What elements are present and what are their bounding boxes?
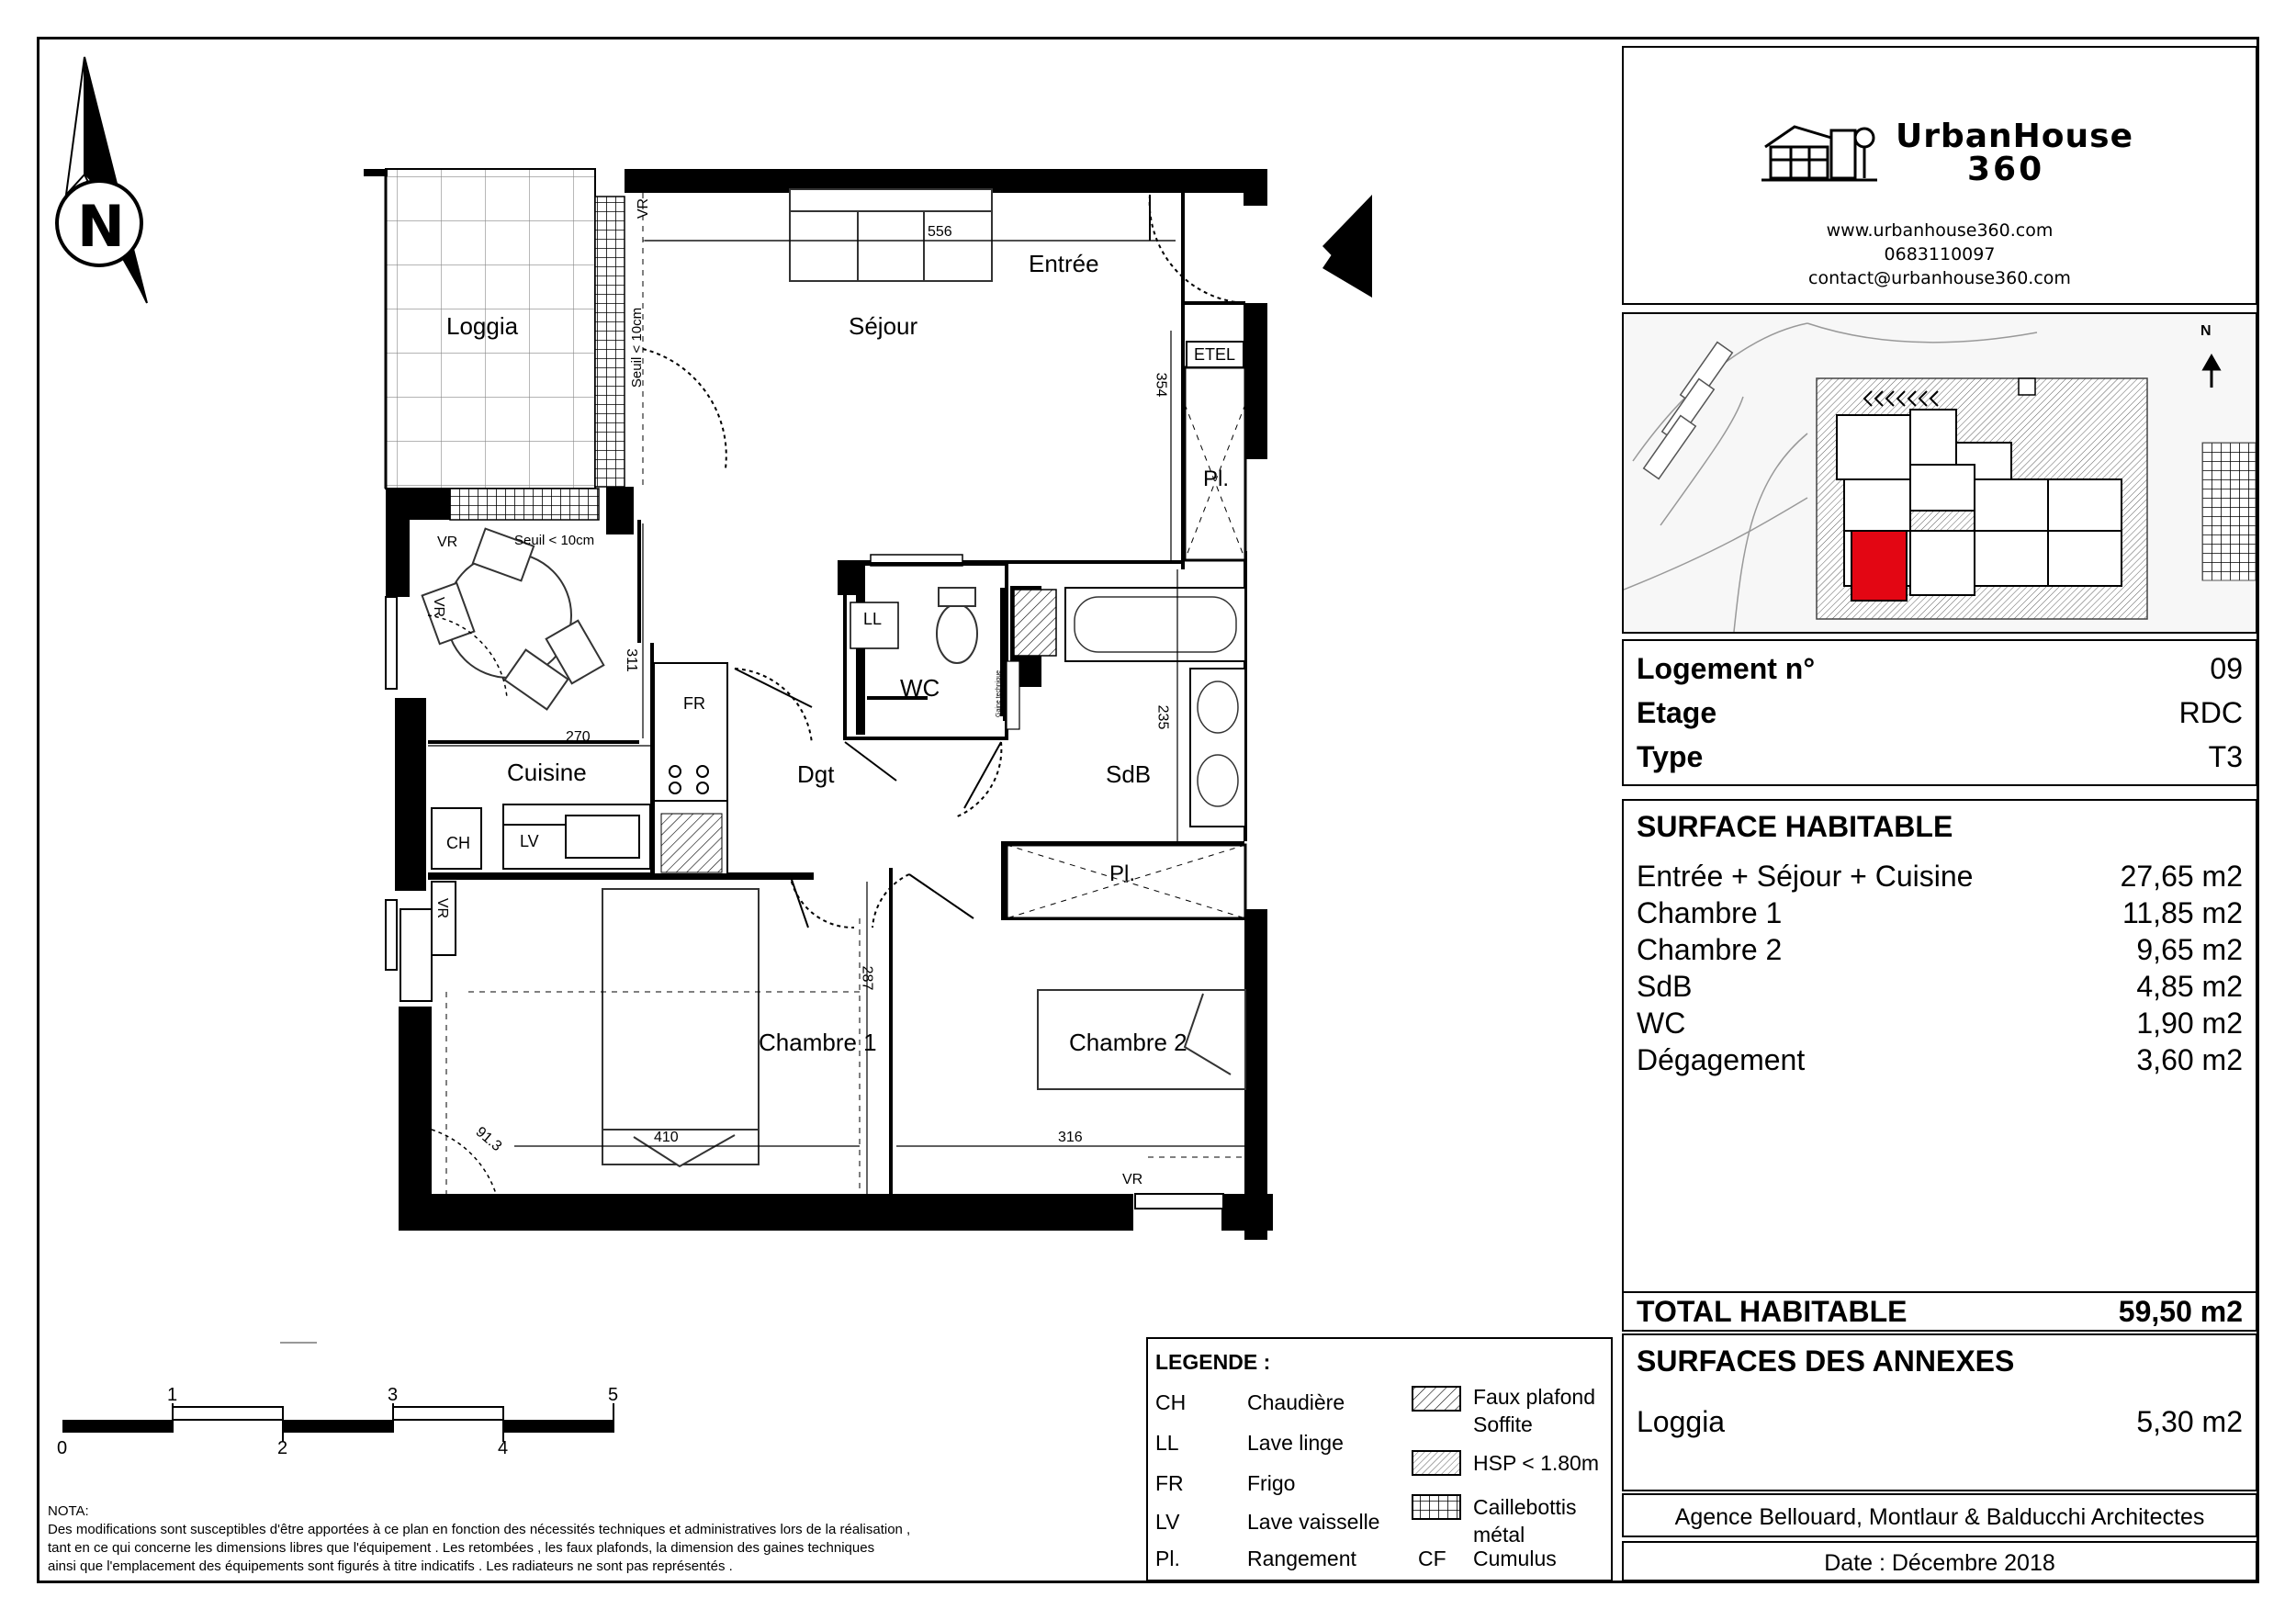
logement-numero: 09 (2210, 652, 2243, 685)
nota-title: NOTA: (48, 1503, 89, 1519)
label-etel: ETEL (1194, 345, 1236, 364)
surface-row-value: 9,65 m2 (2136, 933, 2243, 966)
label-ch: CH (446, 834, 470, 852)
annexes-row-value: 5,30 m2 (2136, 1405, 2243, 1438)
dim-354: 354 (1153, 372, 1169, 398)
surface-row-value: 4,85 m2 (2136, 970, 2243, 1003)
room-sdb: SdB (1106, 760, 1152, 788)
surface-row-name: SdB (1637, 970, 1693, 1003)
dim-556: 556 (928, 224, 952, 240)
surface-box (1622, 799, 2257, 1332)
room-chambre2: Chambre 2 (1069, 1029, 1187, 1056)
scale-tick-3: 3 (388, 1385, 399, 1405)
brand-box (1622, 46, 2257, 305)
legend-hatch-label: Soffite (1473, 1412, 1533, 1436)
room-dgt: Dgt (797, 760, 835, 788)
brand-email[interactable]: contact@urbanhouse360.com (1808, 268, 2071, 288)
surface-row-value: 3,60 m2 (2136, 1043, 2243, 1076)
room-sejour: Séjour (849, 312, 918, 340)
legend-cf-code: CF (1418, 1547, 1446, 1570)
legend-hatch-label: métal (1473, 1523, 1525, 1547)
surface-row-value: 1,90 m2 (2136, 1007, 2243, 1040)
label-pl-top: Pl. (1203, 467, 1230, 491)
label-lv: LV (520, 832, 539, 850)
north-arrow-icon (57, 57, 147, 303)
scale-tick-5: 5 (608, 1385, 619, 1405)
legend-title: LEGENDE : (1155, 1350, 1271, 1374)
logement-type: T3 (2208, 740, 2243, 773)
brand-phone[interactable]: 0683110097 (1884, 244, 1996, 264)
label-vr-ch2: VR (1122, 1172, 1143, 1187)
nota-line: tant en ce qui concerne les dimensions libres que l'équipement . Les retombées , les faux plafonds, la dimension des gaines techniques (48, 1540, 875, 1556)
legend-hatch-label: Caillebottis (1473, 1495, 1577, 1519)
legend-code: CH (1155, 1390, 1187, 1414)
label-vr-ch1: VR (434, 897, 451, 919)
date-box (1622, 1541, 2257, 1581)
scale-tick-1: 1 (167, 1385, 178, 1405)
date-text: Date : Décembre 2018 (1824, 1550, 2055, 1576)
annexes-row-name: Loggia (1637, 1405, 1726, 1438)
dim-270: 270 (566, 729, 591, 745)
logement-etage: RDC (2178, 696, 2243, 729)
label-vr-loggia: VR (636, 197, 652, 219)
legend-hatch-label: HSP < 1.80m (1473, 1451, 1600, 1475)
legend-hatch-swatches (1411, 1381, 1466, 1547)
site-map-drawing (1624, 314, 2256, 632)
nota-line: ainsi que l'emplacement des équipements sont figurés à titre indicatifs . Les radiateurs ne sont pas représentés . (48, 1558, 733, 1574)
annexes-box (1622, 1333, 2257, 1491)
brand-number: 360 (1967, 151, 2045, 188)
legend-label: Frigo (1247, 1471, 1296, 1495)
dim-235: 235 (1154, 704, 1171, 730)
label-vr-cuisine-side: VR (431, 596, 447, 618)
label-fr: FR (683, 694, 705, 713)
surface-row-value: 27,65 m2 (2120, 860, 2243, 893)
logement-numero-label: Logement n° (1637, 652, 1816, 685)
label-seuil-vertical: Seuil < 10cm (629, 307, 646, 388)
room-cuisine: Cuisine (507, 759, 587, 786)
room-wc: WC (900, 674, 940, 702)
legend-label: Lave linge (1247, 1431, 1344, 1455)
room-loggia: Loggia (446, 312, 519, 340)
dim-287: 287 (859, 965, 875, 991)
label-ll: LL (863, 610, 883, 628)
surface-row-name: WC (1637, 1007, 1686, 1040)
room-entree: Entrée (1029, 250, 1099, 277)
legend-cf-label: Cumulus (1473, 1547, 1557, 1570)
label-vr-cuisine-top: VR (437, 534, 458, 550)
total-value: 59,50 m2 (2118, 1295, 2243, 1328)
surface-row-value: 11,85 m2 (2122, 896, 2243, 929)
highlighted-unit (1851, 531, 1907, 601)
legend-hatch-label: Faux plafond (1473, 1385, 1595, 1409)
scale-tick-4: 4 (498, 1438, 509, 1458)
architects-text: Agence Bellouard, Montlaur & Balducchi Architectes (1674, 1504, 2205, 1530)
legend-code: LL (1155, 1431, 1179, 1455)
dim-249: 249 (1243, 996, 1259, 1022)
scale-tick-0: 0 (57, 1438, 68, 1458)
surface-row-name: Entrée + Séjour + Cuisine (1637, 860, 1974, 893)
legend-label: Rangement (1247, 1547, 1356, 1570)
nota-block (48, 1502, 1104, 1576)
surface-row-name: Chambre 1 (1637, 896, 1783, 929)
total-label: TOTAL HABITABLE (1637, 1295, 1908, 1328)
legend-label: Chaudière (1247, 1390, 1345, 1414)
brand-website[interactable]: www.urbanhouse360.com (1826, 220, 2054, 241)
annexes-title: SURFACES DES ANNEXES (1637, 1344, 2015, 1378)
nota-line: Des modifications sont susceptibles d'être apportées à ce plan en fonction des nécessités techniques et administratives lors de la réalisation , (48, 1522, 911, 1537)
total-divider (1624, 1291, 2256, 1293)
house-logo-icon (1758, 114, 1886, 184)
legend-label: Lave vaisselle (1247, 1510, 1380, 1534)
dim-410: 410 (654, 1130, 679, 1145)
logement-type-label: Type (1637, 740, 1704, 773)
logement-box (1622, 639, 2257, 786)
site-map-north: N (2200, 323, 2212, 339)
dim-913: 91.3 (472, 1124, 505, 1155)
surface-row-name: Chambre 2 (1637, 933, 1783, 966)
label-seuil-horizontal: Seuil < 10cm (514, 533, 595, 548)
surface-title: SURFACE HABITABLE (1637, 810, 1953, 843)
site-map (1622, 312, 2257, 634)
label-gaine: Gaine technique (995, 670, 1002, 717)
architects-box (1622, 1493, 2257, 1537)
label-pl-bottom: Pl. (1109, 861, 1136, 886)
scale-bar (62, 1343, 613, 1442)
legend-box (1146, 1337, 1613, 1581)
dim-316: 316 (1058, 1130, 1083, 1145)
dim-311: 311 (623, 648, 639, 672)
compass-letter: N (77, 193, 125, 260)
legend-code: Pl. (1155, 1547, 1180, 1570)
brand-name: UrbanHouse (1896, 118, 2134, 155)
logement-etage-label: Etage (1637, 696, 1717, 729)
room-chambre1: Chambre 1 (759, 1029, 877, 1056)
legend-code: FR (1155, 1471, 1184, 1495)
surface-row-name: Dégagement (1637, 1043, 1806, 1076)
legend-code: LV (1155, 1510, 1180, 1534)
scale-tick-2: 2 (277, 1438, 288, 1458)
